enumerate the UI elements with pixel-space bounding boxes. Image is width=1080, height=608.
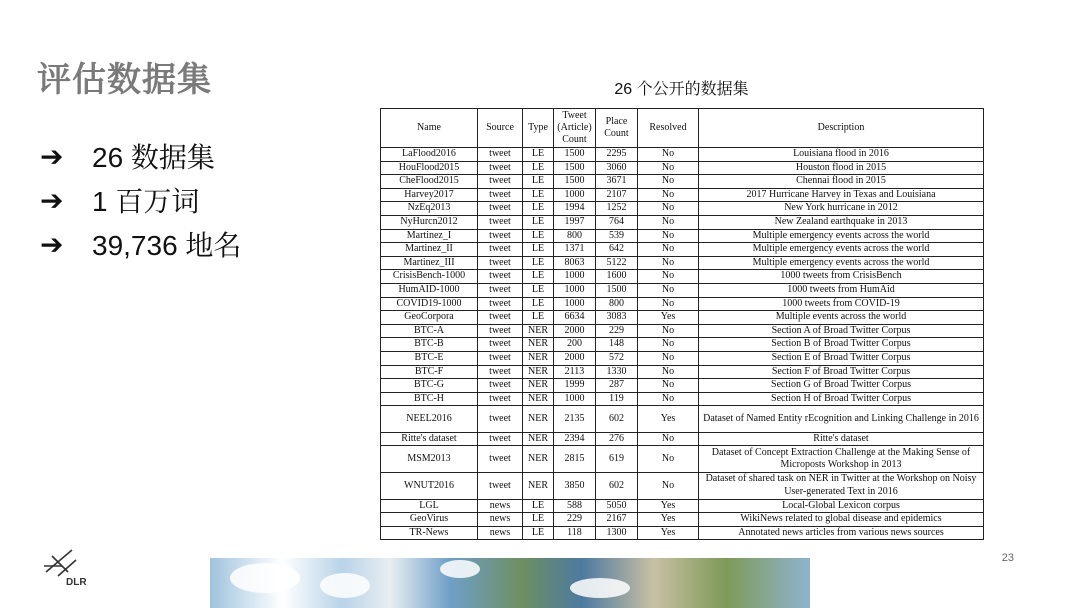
table-cell: No	[638, 446, 699, 473]
table-cell: NyHurcn2012	[381, 215, 478, 229]
bullet-text: 1 百万词	[92, 186, 200, 217]
table-cell: 602	[596, 406, 638, 433]
table-cell: 2107	[596, 188, 638, 202]
table-cell: NEEL2016	[381, 406, 478, 433]
table-cell: No	[638, 283, 699, 297]
table-cell: 2113	[554, 365, 596, 379]
table-cell: LE	[523, 243, 554, 257]
table-cell: Yes	[638, 406, 699, 433]
table-cell: No	[638, 473, 699, 500]
table-cell: No	[638, 175, 699, 189]
table-cell: LE	[523, 513, 554, 527]
arrow-icon: ➔	[40, 183, 64, 217]
table-cell: LE	[523, 188, 554, 202]
slide-title: 评估数据集	[37, 60, 212, 100]
table-cell: LGL	[381, 499, 478, 513]
table-cell: 800	[554, 229, 596, 243]
table-cell: 118	[554, 526, 596, 540]
table-cell: Yes	[638, 499, 699, 513]
table-cell: BTC-A	[381, 324, 478, 338]
table-cell: 1000	[554, 297, 596, 311]
table-cell: No	[638, 324, 699, 338]
table-cell: 800	[596, 297, 638, 311]
table-cell: GeoVirus	[381, 513, 478, 527]
table-cell: news	[478, 499, 523, 513]
bullet-list	[40, 134, 241, 266]
table-row	[381, 499, 984, 513]
table-cell: NER	[523, 351, 554, 365]
footer-earth-image	[210, 558, 810, 608]
table-cell: No	[638, 202, 699, 216]
table-cell: 5050	[596, 499, 638, 513]
table-cell: Section F of Broad Twitter Corpus	[699, 365, 984, 379]
table-cell: Ritte's dataset	[381, 432, 478, 446]
table-cell: No	[638, 229, 699, 243]
bullet-text: 39,736 地名	[92, 230, 242, 261]
table-cell: LE	[523, 215, 554, 229]
table-row	[381, 283, 984, 297]
logo-text: DLR	[66, 577, 87, 588]
table-cell: NER	[523, 392, 554, 406]
bullet-item	[40, 178, 241, 222]
table-row	[381, 351, 984, 365]
table-cell: Yes	[638, 513, 699, 527]
table-cell: 200	[554, 338, 596, 352]
table-cell: 1500	[554, 148, 596, 162]
table-row	[381, 188, 984, 202]
table-cell: Martinez_III	[381, 256, 478, 270]
column-header: Tweet (Article) Count	[554, 109, 596, 148]
table-cell: news	[478, 526, 523, 540]
table-cell: NzEq2013	[381, 202, 478, 216]
table-cell: 3671	[596, 175, 638, 189]
table-cell: Section G of Broad Twitter Corpus	[699, 379, 984, 393]
table-row	[381, 161, 984, 175]
table-cell: 1500	[554, 175, 596, 189]
table-cell: 602	[596, 473, 638, 500]
table-cell: tweet	[478, 148, 523, 162]
table-cell: 1000	[554, 392, 596, 406]
table-cell: WNUT2016	[381, 473, 478, 500]
table-cell: LE	[523, 256, 554, 270]
table-cell: No	[638, 215, 699, 229]
table-cell: Dataset of shared task on NER in Twitter at the Workshop on Noisy User-generated Text in 2016	[699, 473, 984, 500]
table-cell: 3850	[554, 473, 596, 500]
table-row	[381, 229, 984, 243]
table-cell: 1500	[554, 161, 596, 175]
table-cell: 287	[596, 379, 638, 393]
table-row	[381, 446, 984, 473]
table-cell: 6634	[554, 311, 596, 325]
table-cell: No	[638, 148, 699, 162]
table-cell: NER	[523, 365, 554, 379]
table-cell: tweet	[478, 446, 523, 473]
table-row	[381, 270, 984, 284]
table-cell: tweet	[478, 175, 523, 189]
table-row	[381, 311, 984, 325]
table-row	[381, 379, 984, 393]
table-cell: Dataset of Named Entity rEcognition and Linking Challenge in 2016	[699, 406, 984, 433]
table-row	[381, 473, 984, 500]
column-header: Place Count	[596, 109, 638, 148]
table-cell: Section B of Broad Twitter Corpus	[699, 338, 984, 352]
table-row	[381, 215, 984, 229]
table-cell: Yes	[638, 526, 699, 540]
table-cell: WikiNews related to global disease and epidemics	[699, 513, 984, 527]
table-cell: 2295	[596, 148, 638, 162]
table-cell: Section A of Broad Twitter Corpus	[699, 324, 984, 338]
table-cell: LE	[523, 161, 554, 175]
table-cell: HouFlood2015	[381, 161, 478, 175]
table-cell: 588	[554, 499, 596, 513]
table-cell: tweet	[478, 311, 523, 325]
page-number: 23	[1001, 552, 1014, 564]
table-cell: New York hurricane in 2012	[699, 202, 984, 216]
table-body	[381, 148, 984, 540]
table-cell: Yes	[638, 311, 699, 325]
table-cell: tweet	[478, 202, 523, 216]
table-cell: New Zealand earthquake in 2013	[699, 215, 984, 229]
table-cell: 2394	[554, 432, 596, 446]
table-cell: No	[638, 243, 699, 257]
table-row	[381, 365, 984, 379]
table-cell: tweet	[478, 283, 523, 297]
table-row	[381, 148, 984, 162]
table-cell: Multiple events across the world	[699, 311, 984, 325]
table-cell: tweet	[478, 365, 523, 379]
table-cell: NER	[523, 379, 554, 393]
table-cell: tweet	[478, 351, 523, 365]
table-cell: Section E of Broad Twitter Corpus	[699, 351, 984, 365]
table-header-row	[381, 109, 984, 148]
table-cell: 764	[596, 215, 638, 229]
table-cell: tweet	[478, 243, 523, 257]
table-cell: 229	[554, 513, 596, 527]
table-cell: LE	[523, 526, 554, 540]
table-cell: No	[638, 270, 699, 284]
table-cell: 1000 tweets from COVID-19	[699, 297, 984, 311]
table-cell: 3083	[596, 311, 638, 325]
table-caption: 26 个公开的数据集	[614, 81, 749, 98]
table-cell: Annotated news articles from various news sources	[699, 526, 984, 540]
column-header: Type	[523, 109, 554, 148]
table-cell: MSM2013	[381, 446, 478, 473]
table-cell: No	[638, 432, 699, 446]
table-cell: tweet	[478, 161, 523, 175]
table-cell: LE	[523, 229, 554, 243]
table-row	[381, 432, 984, 446]
table-cell: LE	[523, 270, 554, 284]
table-row	[381, 243, 984, 257]
table-row	[381, 338, 984, 352]
table-cell: Multiple emergency events across the world	[699, 243, 984, 257]
table-cell: 5122	[596, 256, 638, 270]
table-cell: 2017 Hurricane Harvey in Texas and Louisiana	[699, 188, 984, 202]
table-row	[381, 406, 984, 433]
table-cell: No	[638, 256, 699, 270]
table-cell: NER	[523, 338, 554, 352]
table-cell: LE	[523, 499, 554, 513]
table-cell: 2000	[554, 351, 596, 365]
table-cell: tweet	[478, 215, 523, 229]
table-cell: LE	[523, 175, 554, 189]
table-cell: 1371	[554, 243, 596, 257]
table-cell: NER	[523, 406, 554, 433]
table-cell: 1500	[596, 283, 638, 297]
table-cell: 2167	[596, 513, 638, 527]
table-cell: TR-News	[381, 526, 478, 540]
table-cell: 539	[596, 229, 638, 243]
bullet-text: 26 数据集	[92, 142, 215, 173]
table-row	[381, 175, 984, 189]
table-cell: Harvey2017	[381, 188, 478, 202]
table-cell: 1000 tweets from HumAid	[699, 283, 984, 297]
table-cell: tweet	[478, 229, 523, 243]
table-cell: news	[478, 513, 523, 527]
column-header: Source	[478, 109, 523, 148]
table-cell: NER	[523, 324, 554, 338]
table-cell: No	[638, 188, 699, 202]
table-row	[381, 256, 984, 270]
table-cell: tweet	[478, 379, 523, 393]
table-row	[381, 324, 984, 338]
table-cell: 119	[596, 392, 638, 406]
table-cell: 1999	[554, 379, 596, 393]
datasets-table	[380, 108, 984, 540]
table-cell: 2815	[554, 446, 596, 473]
table-row	[381, 202, 984, 216]
table-cell: BTC-E	[381, 351, 478, 365]
table-cell: 1000	[554, 283, 596, 297]
table-cell: Section H of Broad Twitter Corpus	[699, 392, 984, 406]
bullet-item	[40, 222, 241, 266]
table-cell: No	[638, 338, 699, 352]
table-cell: NER	[523, 473, 554, 500]
table-cell: Local-Global Lexicon corpus	[699, 499, 984, 513]
table-cell: 1330	[596, 365, 638, 379]
table-cell: BTC-H	[381, 392, 478, 406]
table-cell: BTC-B	[381, 338, 478, 352]
bullet-item	[40, 134, 241, 178]
table-cell: 229	[596, 324, 638, 338]
table-cell: COVID19-1000	[381, 297, 478, 311]
table-cell: 2000	[554, 324, 596, 338]
table-cell: LE	[523, 311, 554, 325]
table-cell: 148	[596, 338, 638, 352]
table-cell: Houston flood in 2015	[699, 161, 984, 175]
table-cell: tweet	[478, 324, 523, 338]
column-header: Description	[699, 109, 984, 148]
table-cell: 1997	[554, 215, 596, 229]
table-cell: LE	[523, 148, 554, 162]
table-cell: 1000 tweets from CrisisBench	[699, 270, 984, 284]
table-cell: Dataset of Concept Extraction Challenge at the Making Sense of Microposts Workshop in 2013	[699, 446, 984, 473]
table-cell: No	[638, 161, 699, 175]
table-cell: 642	[596, 243, 638, 257]
table-cell: Chennai flood in 2015	[699, 175, 984, 189]
table-cell: 1994	[554, 202, 596, 216]
table-cell: Ritte's dataset	[699, 432, 984, 446]
table-cell: 1600	[596, 270, 638, 284]
table-cell: Martinez_II	[381, 243, 478, 257]
table-cell: No	[638, 392, 699, 406]
table-cell: NER	[523, 432, 554, 446]
table-row	[381, 526, 984, 540]
table-row	[381, 392, 984, 406]
table-row	[381, 297, 984, 311]
table-cell: LE	[523, 202, 554, 216]
table-cell: 2135	[554, 406, 596, 433]
table-cell: Multiple emergency events across the world	[699, 229, 984, 243]
arrow-icon: ➔	[40, 227, 64, 261]
table-cell: No	[638, 351, 699, 365]
table-cell: tweet	[478, 297, 523, 311]
table-cell: 276	[596, 432, 638, 446]
table-cell: 3060	[596, 161, 638, 175]
table-cell: No	[638, 365, 699, 379]
arrow-icon: ➔	[40, 139, 64, 173]
table-cell: tweet	[478, 473, 523, 500]
table-cell: LE	[523, 283, 554, 297]
table-cell: 8063	[554, 256, 596, 270]
table-cell: LE	[523, 297, 554, 311]
table-cell: Louisiana flood in 2016	[699, 148, 984, 162]
table-row	[381, 513, 984, 527]
table-cell: GeoCorpora	[381, 311, 478, 325]
table-cell: 1000	[554, 188, 596, 202]
table-cell: HumAID-1000	[381, 283, 478, 297]
table-cell: tweet	[478, 432, 523, 446]
table-cell: CrisisBench-1000	[381, 270, 478, 284]
table-cell: tweet	[478, 338, 523, 352]
table-cell: tweet	[478, 406, 523, 433]
table-cell: 1252	[596, 202, 638, 216]
table-cell: tweet	[478, 188, 523, 202]
table-cell: tweet	[478, 392, 523, 406]
table-cell: 1300	[596, 526, 638, 540]
column-header: Name	[381, 109, 478, 148]
table-cell: BTC-G	[381, 379, 478, 393]
table-cell: tweet	[478, 270, 523, 284]
table-cell: LaFlood2016	[381, 148, 478, 162]
column-header: Resolved	[638, 109, 699, 148]
table-cell: No	[638, 379, 699, 393]
table-cell: NER	[523, 446, 554, 473]
table-cell: BTC-F	[381, 365, 478, 379]
table-cell: 1000	[554, 270, 596, 284]
table-cell: No	[638, 297, 699, 311]
table-cell: Martinez_I	[381, 229, 478, 243]
table-cell: 619	[596, 446, 638, 473]
table-cell: tweet	[478, 256, 523, 270]
table-cell: Multiple emergency events across the world	[699, 256, 984, 270]
table-cell: 572	[596, 351, 638, 365]
table-cell: CheFlood2015	[381, 175, 478, 189]
